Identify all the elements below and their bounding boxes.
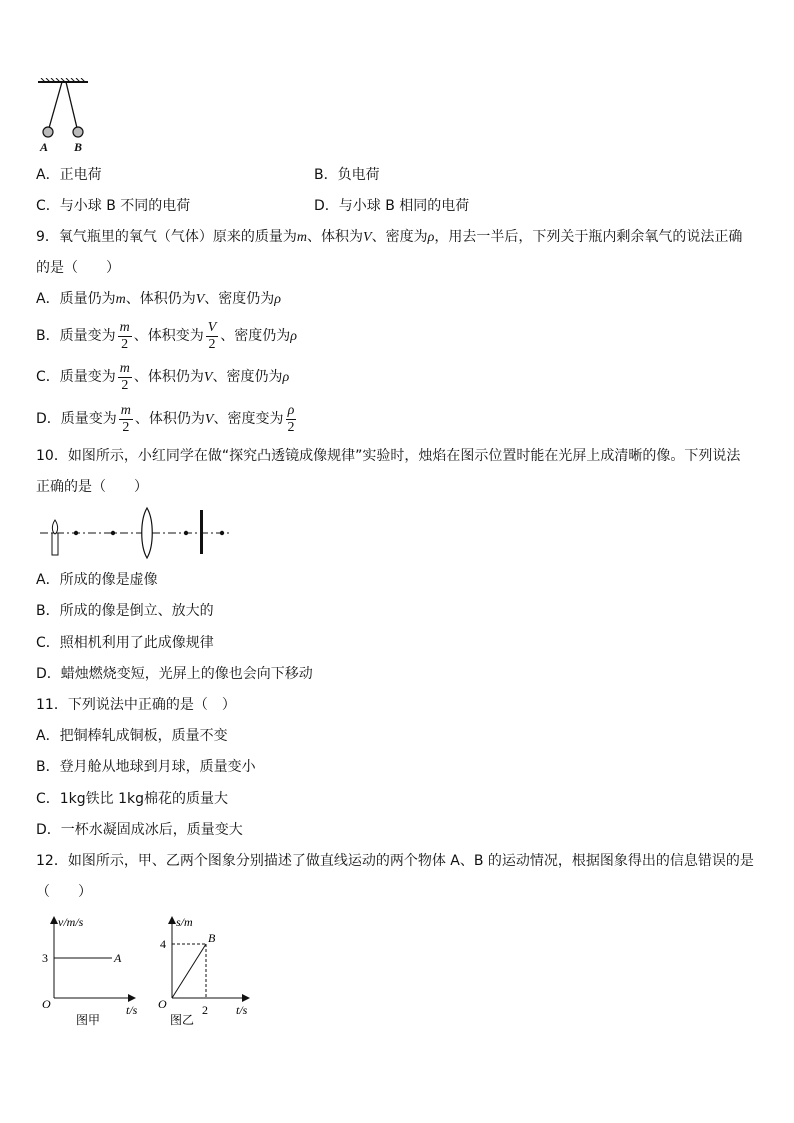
graph-jia-caption: 图甲 — [76, 1013, 101, 1027]
fraction-m-over-2: $\frac{m}{2}$ — [119, 319, 130, 352]
q8-option-a: A．正电荷 — [36, 167, 102, 183]
fraction-m-over-2: $\frac{m}{2}$ — [120, 402, 131, 435]
fraction-m-over-2: $\frac{m}{2}$ — [119, 360, 130, 393]
graph-jia-y-tick: 3 — [42, 951, 48, 965]
q8-option-b: B．负电荷 — [314, 167, 380, 183]
fraction-v-over-2: $\frac{V}{2}$ — [207, 319, 217, 352]
candle-flame — [52, 520, 57, 534]
q10-option-a: A．所成的像是虚像 — [36, 572, 158, 588]
q10-stem-line1: 10．如图所示，小红同学在做“探究凸透镜成像规律”实验时，烛焰在图示位置时能在光屏上成清晰的像。下列说法 — [36, 448, 741, 464]
graph-jia-origin: O — [42, 997, 51, 1011]
q11-stem: 11．下列说法中正确的是（ ） — [36, 697, 236, 713]
q11-option-a: A．把铜棒轧成铜板，质量不变 — [36, 728, 228, 744]
q11-option-c: C．1kg铁比 1kg棉花的质量大 — [36, 791, 229, 807]
q10-option-b: B．所成的像是倒立、放大的 — [36, 603, 214, 619]
graph-yi-origin: O — [158, 997, 167, 1011]
q10-stem-line2: 正确的是（ ） — [36, 479, 148, 495]
q12-stem-line2: （ ） — [36, 884, 92, 900]
displacement-line-b — [172, 944, 206, 998]
q9-option-c: C．质量变为 $\frac{m}{2}$ 、体积仍为V、密度仍为ρ — [36, 360, 290, 393]
ball-b-label: B — [74, 140, 83, 154]
graph-yi-x-label: t/s — [236, 1003, 248, 1017]
fraction-rho-over-2: $\frac{\rho}{2}$ — [287, 402, 295, 435]
q9-option-d: D．质量变为 $\frac{m}{2}$ 、体积仍为V、密度变为 $\frac{\rho}{2}$ — [36, 402, 295, 435]
q11-option-b: B．登月舱从地球到月球，质量变小 — [36, 759, 256, 775]
q10-option-c: C．照相机利用了此成像规律 — [36, 635, 214, 651]
light-screen — [200, 510, 203, 554]
graph-jia-vt — [38, 912, 148, 1030]
q9-option-a: A．质量仍为m、体积仍为V、密度仍为ρ — [36, 291, 281, 307]
graph-yi-st — [156, 912, 256, 1030]
q9-option-b: B．质量变为 $\frac{m}{2}$ 、体积变为 $\frac{V}{2}$ 、密度仍为ρ — [36, 319, 298, 352]
graph-jia-series-label: A — [114, 951, 122, 965]
candle — [52, 533, 58, 555]
optical-bench-figure — [36, 506, 236, 560]
q12-stem-line1: 12．如图所示，甲、乙两个图象分别描述了做直线运动的两个物体 A、B 的运动情况，根据图象得出的信息错误的是 — [36, 853, 754, 869]
graph-yi-caption: 图乙 — [170, 1013, 195, 1027]
q10-option-d: D．蜡烛燃烧变短，光屏上的像也会向下移动 — [36, 666, 313, 682]
graph-jia-y-label: v/m/s — [58, 915, 84, 929]
q11-option-d: D．一杯水凝固成冰后，质量变大 — [36, 822, 243, 838]
q8-option-c: C．与小球 B 不同的电荷 — [36, 198, 191, 214]
convex-lens — [142, 508, 153, 558]
graph-yi-y-label: s/m — [176, 915, 193, 929]
charged-balls-figure — [36, 78, 96, 158]
q9-stem-line2: 的是（ ） — [36, 260, 120, 276]
ball-a-label: A — [40, 140, 49, 154]
q8-option-d: D．与小球 B 相同的电荷 — [314, 198, 470, 214]
graph-yi-x-tick: 2 — [202, 1003, 208, 1017]
graph-yi-point-label: B — [208, 931, 216, 945]
q9-stem-line1: 9．氧气瓶里的氧气（气体）原来的质量为m、体积为V、密度为ρ，用去一半后，下列关于瓶内剩余氧气的说法正确 — [36, 229, 743, 245]
graph-yi-y-tick: 4 — [160, 937, 166, 951]
graph-jia-x-label: t/s — [126, 1003, 138, 1017]
